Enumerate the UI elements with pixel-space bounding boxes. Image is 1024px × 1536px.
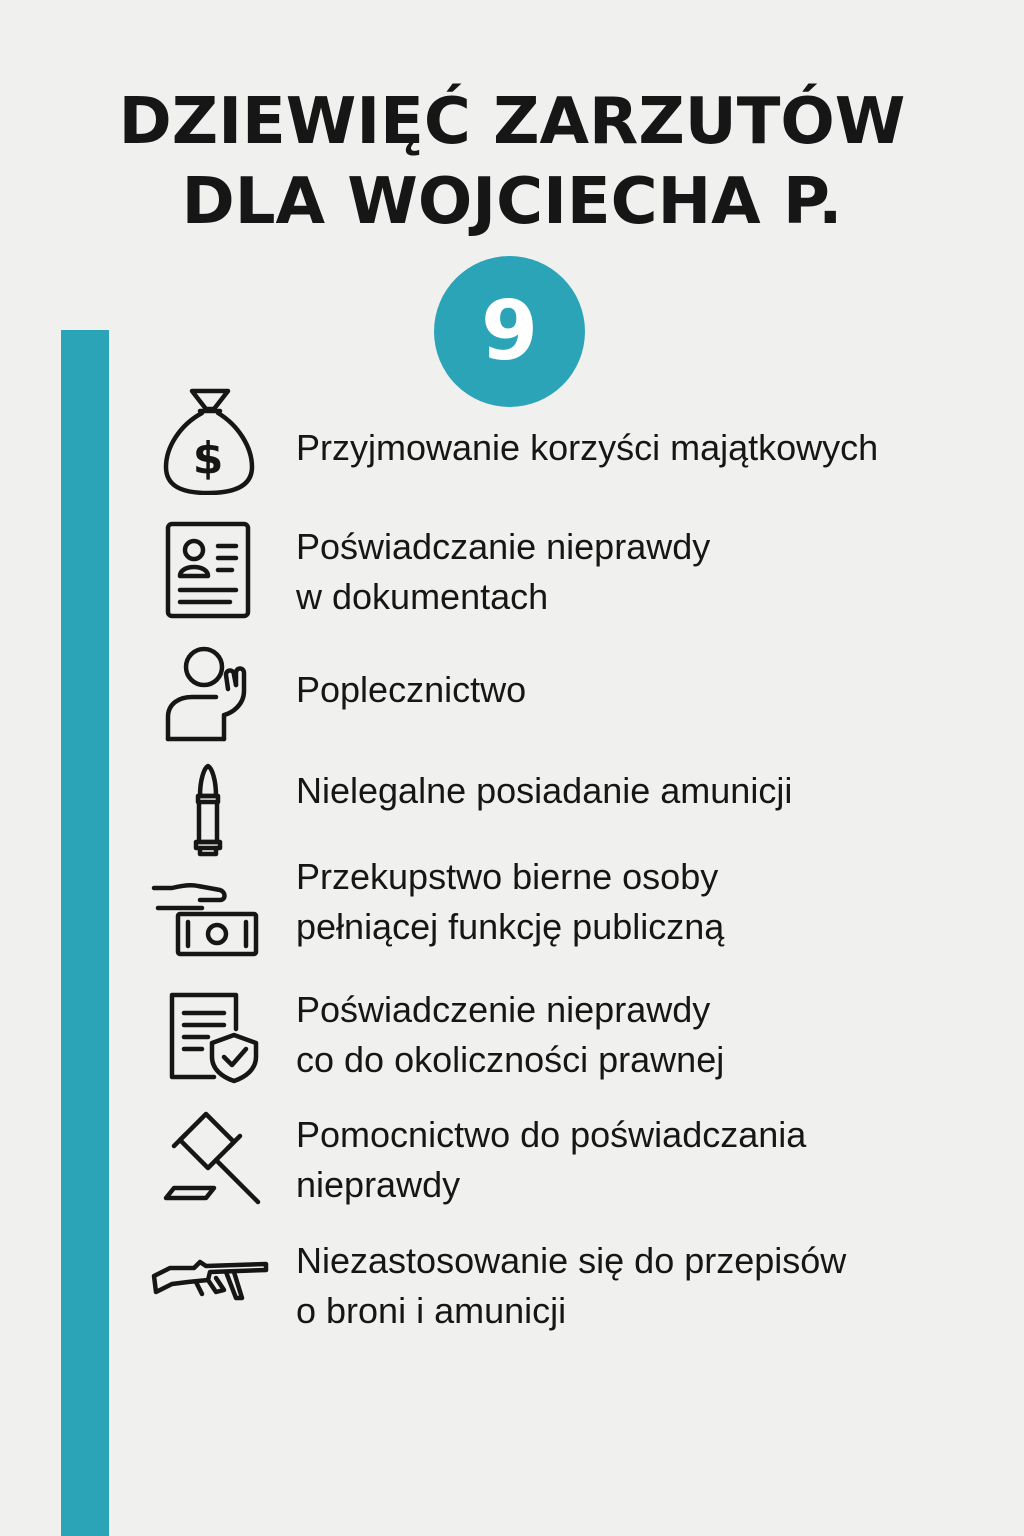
charge-label-5: Przekupstwo bierne osoby pełniącej funkcję publiczną <box>296 856 725 947</box>
charge-item-8 <box>150 1236 990 1356</box>
title-line-2: DLA WOJCIECHA P. <box>181 165 843 239</box>
charge-item-1 <box>150 385 990 505</box>
accent-bar <box>61 330 109 1536</box>
title-line-1: DZIEWIĘĆ ZARZUTÓW <box>118 85 906 159</box>
charge-item-3 <box>150 645 990 765</box>
page-title <box>0 82 1024 242</box>
money-bag-icon <box>150 385 270 495</box>
count-badge: 9 <box>434 256 585 407</box>
charge-item-5 <box>150 850 990 970</box>
charge-label-8: Niezastosowanie się do przepisów o broni i amunicji <box>296 1240 847 1331</box>
charge-label-3: Poplecznictwo <box>296 669 527 710</box>
charge-label-1: Przyjmowanie korzyści majątkowych <box>296 427 879 468</box>
charge-label-4: Nielegalne posiadanie amunicji <box>296 770 793 811</box>
charge-label-2: Poświadczanie nieprawdy w dokumentach <box>296 526 711 617</box>
charge-label-7: Pomocnictwo do poświadczania nieprawdy <box>296 1114 807 1205</box>
charge-item-6 <box>150 985 990 1105</box>
rifle-icon <box>150 1236 270 1346</box>
document-shield-icon <box>150 985 270 1095</box>
charge-item-7 <box>150 1110 990 1230</box>
svg-text:$: $ <box>192 433 224 484</box>
gavel-icon <box>150 1110 270 1220</box>
charge-label-6: Poświadczenie nieprawdy co do okoliczności prawnej <box>296 989 725 1080</box>
charge-item-2 <box>150 520 990 640</box>
person-raised-hand-icon <box>150 645 270 755</box>
id-document-icon <box>150 520 270 630</box>
hand-cash-icon <box>150 850 270 960</box>
